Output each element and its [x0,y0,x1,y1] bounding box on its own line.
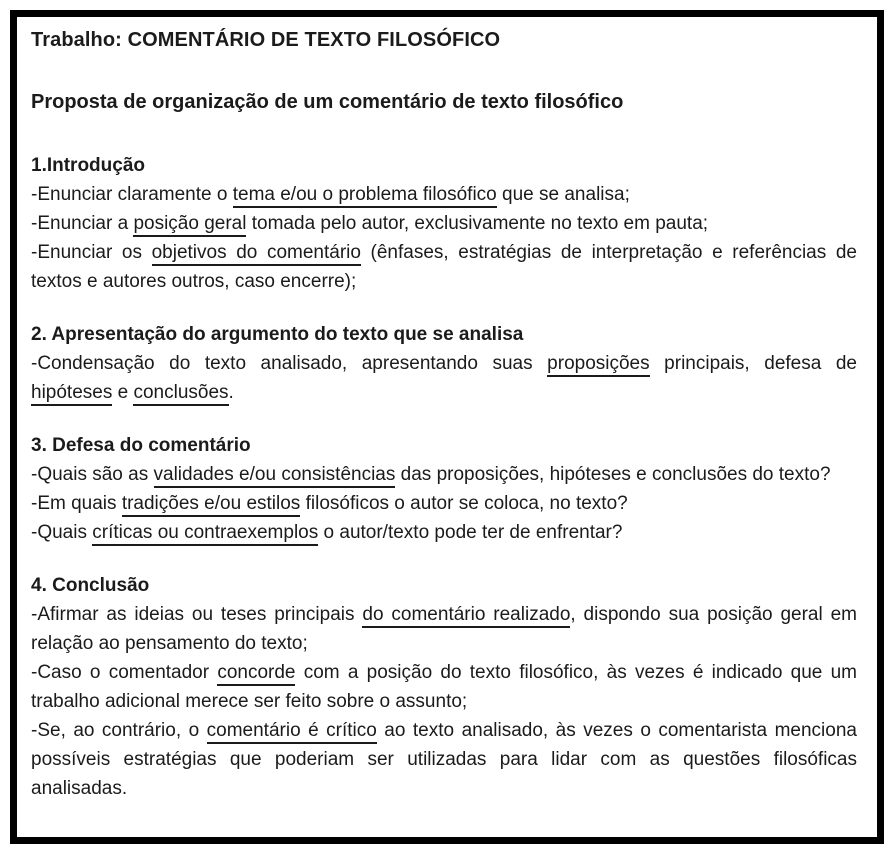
text-segment: , dispondo sua posição geral em relação ao pensamento do texto; [31,604,857,654]
text-segment: -Se, ao contrário, o [31,720,207,741]
text-segment: (ênfases, estratégias de interpretação e referências de textos e autores outros, caso encerre); [31,242,857,292]
list-item [31,716,857,803]
text-segment: que se analisa; [496,184,630,205]
list-item [31,238,857,296]
text-segment: filosóficos o autor se coloca, no texto? [300,493,628,514]
text-segment: -Caso o comentador [31,662,218,683]
section-heading: 1.Introdução [31,155,146,176]
underlined-phrase: validades e/ou consistências [154,464,396,488]
underlined-phrase: conclusões [133,382,228,406]
text-segment: ao texto analisado, às vezes o comentarista menciona possíveis estratégias que poderiam ser utilizadas para lidar com as questões filosóficas analisadas. [31,720,857,799]
underlined-phrase: tema e/ou o problema filosófico [233,184,497,208]
section-apresentacao [31,320,857,407]
list-item [31,180,857,209]
underlined-phrase: proposições [547,353,649,377]
underlined-phrase: concorde [217,662,295,686]
text-segment: tomada pelo autor, exclusivamente no texto em pauta; [246,213,709,234]
text-segment: -Condensação do texto analisado, apresentando suas [31,353,548,374]
text-segment: e [112,382,134,403]
underlined-phrase: comentário é crítico [207,720,377,744]
list-item [31,349,857,407]
document-frame [10,10,884,844]
list-item [31,489,857,518]
text-segment: -Enunciar a [31,213,134,234]
text-segment: -Em quais [31,493,122,514]
underlined-phrase: críticas ou contraexemplos [92,522,318,546]
underlined-phrase: tradições e/ou estilos [122,493,301,517]
list-item [31,600,857,658]
section-conclusao [31,571,857,803]
document-title: Trabalho: COMENTÁRIO DE TEXTO FILOSÓFICO [31,29,501,51]
text-segment: -Quais são as [31,464,154,485]
list-item [31,658,857,716]
document-subtitle: Proposta de organização de um comentário de texto filosófico [31,91,624,113]
text-segment: o autor/texto pode ter de enfrentar? [318,522,623,543]
list-item [31,518,857,547]
text-segment: -Quais [31,522,93,543]
underlined-phrase: objetivos do comentário [152,242,361,266]
underlined-phrase: do comentário realizado [362,604,570,628]
section-introducao [31,151,857,296]
text-segment: principais, defesa de [649,353,857,374]
text-segment: -Enunciar claramente o [31,184,233,205]
section-defesa [31,431,857,547]
text-segment: das proposições, hipóteses e conclusões do texto? [395,464,831,485]
text-segment: -Afirmar as ideias ou teses principais [31,604,363,625]
text-segment: com a posição do texto filosófico, às vezes é indicado que um trabalho adicional merece ser feito sobre o assunto; [31,662,857,712]
section-heading: 3. Defesa do comentário [31,435,251,456]
list-item [31,209,857,238]
underlined-phrase: posição geral [133,213,246,237]
text-segment: . [228,382,234,403]
section-heading: 4. Conclusão [31,575,150,596]
section-heading: 2. Apresentação do argumento do texto que se analisa [31,324,524,345]
text-segment: -Enunciar os [31,242,152,263]
underlined-phrase: hipóteses [31,382,112,406]
list-item [31,460,857,489]
